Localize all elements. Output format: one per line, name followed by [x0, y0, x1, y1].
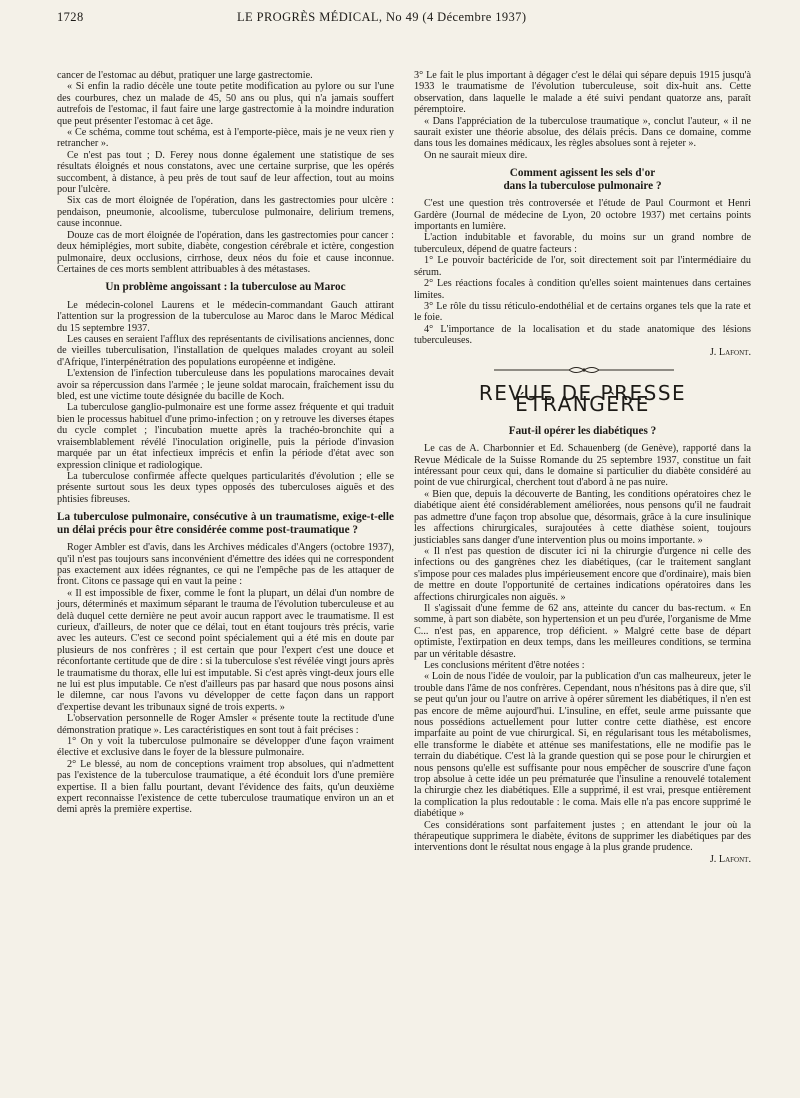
heading-line: dans la tuberculose pulmonaire ?: [503, 179, 662, 192]
signature: J. Lafont.: [709, 346, 751, 358]
paragraph: Six cas de mort éloignée de l'opération, dans les gastrectomies pour ulcère : pendaison, pneumonie, alcoolisme, tuberculose pulmonaire, delirium tremens, cause inconnue.: [57, 195, 394, 230]
heading-line: Comment agissent les sels d'or: [509, 167, 656, 180]
paragraph: Douze cas de mort éloignée de l'opération, dans les gastrectomies pour cancer : deux hémiplégies, mort subite, diabète, congestion cérébrale et ictère, congestion pulmonaire, deux occlusions, cirrhose, deux néos du foie et cause inconnue. Certaines de ces morts semblent attribuables à des métastases.: [57, 229, 394, 275]
paragraph: La tuberculose ganglio-pulmonaire est une forme assez fréquente et qui traduit bien le processus habituel d'une primo-infection ; on y retrouve les diverses étapes du cycle complet ; l'incubation muette après la trachéo-bronchite qui a vraisemblablement révélé l'inoculation originelle, puis la période d'invasion marquée par un état infectieux imprécis et enfin la période d'état avec son expression clinique et radiologique.: [57, 402, 394, 471]
paragraph: L'action indubitable et favorable, du moins sur un grand nombre de tuberculeux, dépend de quatre facteurs :: [414, 232, 751, 255]
section-heading-trauma: La tuberculose pulmonaire, consécutive à un traumatisme, exige-t-elle un délai précis pour être considérée comme post-traumatique ?: [57, 511, 394, 536]
paragraph: C'est une question très controversée et l'étude de Paul Courmont et Henri Gardère (Journal de médecine de Lyon, 20 octobre 1937) met certains points importants en lumière.: [414, 198, 751, 233]
paragraph: « Bien que, depuis la découverte de Banting, les conditions opératoires chez le diabétique aient été considérablement améliorées, nous pensons qu'il ne faudrait pas admettre d'une façon trop absolue que, désormais, grâce à la cure insulinique les affections chirurgicales, surajoutées à cette diathèse soient, toujours justiciables sans danger d'une intervention plus ou moins importante. »: [414, 488, 751, 546]
paragraph: L'extension de l'infection tuberculeuse dans les populations marocaines devait avoir sa répercussion dans l'armée ; le jeune soldat marocain, fraîchement issu du bled, est une victime toute désignée du bacille de Koch.: [57, 368, 394, 403]
paragraph: 2° Les réactions focales à condition qu'elles soient maintenues dans certaines limites.: [414, 278, 751, 301]
left-column: [57, 70, 394, 816]
paragraph: « Si enfin la radio décèle une toute petite modification au pylore ou sur l'une des courbures, chez un malade de 45, 50 ans ou plus, qui n'a jamais souffert autrefois de l'estomac, il faut faire une large gastrectomie à la moindre induration que peut présenter l'estomac à cet âge.: [57, 81, 394, 127]
paragraph: « Il est impossible de fixer, comme le font la plupart, un délai d'un nombre de jours, déterminés et maximum séparant le trauma de l'évolution tuberculeuse et au delà duquel cette dernière ne peut avoir aucun rapport avec le traumatisme. Il est curieux, d'ailleurs, de noter que ce délai, tout en étant toujours très précis, varie avec les auteurs. C'est ce second point spécialement qui a été mis en doute par plusieurs de nos confrères ; il est certain que pour l'expert c'est une douce et réconfortante certitude que de dire : si la tuberculose s'est révélée vingt jours après le traumatisme du thorax, elle lui est imputable. Si c'est après vingt-deux jours elle ne lui est plus imputable. Ce n'est d'ailleurs pas par hasard que nous posons ainsi le dilemne, car nous l'avons vu développer de cette façon dans un rapport d'expertise devant les tribunaux signé de trois experts. »: [57, 587, 394, 713]
journal-title: LE PROGRÈS MÉDICAL, No 49 (4 Décembre 1937): [237, 10, 527, 24]
paragraph: Les causes en seraient l'afflux des représentants de civilisations anciennes, donc de vieilles tuberculisation, l'installation de quelques malades croyant au soleil d'Afrique, l'interpénétration des populations européenne et indigène.: [57, 334, 394, 368]
paragraph: Le médecin-colonel Laurens et le médecin-commandant Gauch attirant l'attention sur la progression de la tuberculose au Maroc dans le Maroc Médical du 15 septembre 1937.: [57, 299, 394, 334]
paragraph: cancer de l'estomac au début, pratiquer une large gastrectomie.: [57, 70, 313, 81]
paragraph: La tuberculose confirmée affecte quelques particularités d'évolution ; elle se présente surtout sous les deux types opposés des tuberculoses aiguës et des phtisies fibreuses.: [57, 470, 394, 505]
signature: J. Lafont.: [709, 853, 751, 865]
paragraph: Les conclusions méritent d'être notées :: [424, 659, 585, 671]
paragraph: 3° Le rôle du tissu réticulo-endothélial et de certains organes tels que la rate et le foie.: [414, 300, 751, 324]
paragraph: Il s'agissait d'une femme de 62 ans, atteinte du cancer du bas-rectum. « En somme, à part son diabète, son hypertension et un peu d'urée, l'organisme de Mme C... n'est pas, en apparence, trop déficient. » Malgré cette base de départ optimiste, l'extirpation en deux temps, dans les meilleures conditions, se termina par un véritable désastre.: [414, 602, 751, 660]
paragraph: On ne saurait mieux dire.: [424, 149, 528, 161]
paragraph: Roger Ambler est d'avis, dans les Archives médicales d'Angers (octobre 1937), qu'il n'est pas toujours sans inconvénient d'émettre des idées qui ne correspondent pas exactement aux idées régnantes, ce qui ne l'empêche pas de les attaquer de front. Citons ce passage qui en vaut la peine :: [57, 542, 394, 588]
paragraph: « Il n'est pas question de discuter ici ni la chirurgie d'urgence ni celle des infections ou des gangrènes chez les diabétiques, (car le traitement sanglant s'impose pour ces malades plus impérieusement encore que d'ordinaire), mais bien de mettre en doute l'opportunité de certaines indications opératoires dans les affections chirurgicales non aiguës. »: [414, 545, 751, 603]
section-heading-sels: [414, 167, 751, 192]
page-number: 1728: [57, 10, 84, 24]
section-heading-diabetiques: Faut-il opérer les diabétiques ?: [508, 424, 657, 437]
paragraph: 4° L'importance de la localisation et du stade anatomique des lésions tuberculeuses.: [414, 323, 751, 347]
paragraph: Ce n'est pas tout ; D. Ferey nous donne également une statistique de ses résultats éloignés et nous constatons, avec une certaine surprise, que les opérés succombent, à distance, à peu près de tout sauf de leur affection, tout au moins pour l'ulcère.: [57, 149, 394, 196]
ornamental-divider: [414, 362, 751, 378]
section-heading-maroc: Un problème angoissant : la tuberculose au Maroc: [105, 281, 346, 294]
paragraph: 3° Le fait le plus important à dégager c'est le délai qui sépare depuis 1915 jusqu'à 1933 le traumatisme de l'évolution tuberculeuse, soit dix-huit ans. Cette observation, dans laquelle le malade a été suivi pendant quatorze ans, paraît péremptoire.: [414, 70, 751, 116]
revue-title: REVUE DE PRESSE ÉTRANGÈRE: [478, 380, 687, 417]
paragraph: 1° Le pouvoir bactéricide de l'or, soit directement soit par l'intermédiaire du sérum.: [414, 255, 751, 278]
paragraph: « Dans l'appréciation de la tuberculose traumatique », conclut l'auteur, « il ne saurait exister une théorie absolue, des délais précis. Dans ce domaine, comme dans tous les domaines médicaux, les règles absolues sont à rejeter ».: [414, 115, 751, 150]
paragraph: 2° Le blessé, au nom de conceptions vraiment trop absolues, qui n'admettent pas l'existence de la tuberculose traumatique, a été éconduit lors d'une première expertise. Il a bien fallu pourtant, devant l'évidence des faits, qu'un deuxième expert reconnaisse l'existence de cette tuberculose traumatique environ un an et demi après la première expertise.: [57, 758, 394, 816]
paragraph: 1° On y voit la tuberculose pulmonaire se développer d'une façon vraiment élective et exclusive dans le foyer de la blessure pulmonaire.: [57, 736, 394, 759]
paragraph: « Ce schéma, comme tout schéma, est à l'emporte-pièce, mais je ne veux rien y retrancher ».: [57, 127, 394, 150]
paragraph: « Loin de nous l'idée de vouloir, par la publication d'un cas malheureux, jeter le trouble dans l'âme de nos confrères. Cependant, nous n'hésitons pas à dire que, s'il se peut qu'un jour ou l'autre on arrive à opérer sûrement les diabétiques, il n'en est pas encore de même aujourd'hui. L'insuline, en effet, seule arme puissante que nous possédions actuellement pour lutter contre cette diathèse, est encore imparfaite au point de vue chirurgical. Si, en régularisant tous les métabolismes, elle transforme le diabète et atténue ses manifestations, elle ne modifie pas le terrain du diabétique. C'est là la grande question qui se pose pour le chirurgien et nous pensons qu'elle est suffisante pour nous empêcher de souscrire d'une façon trop absolue à cette idée un peu prématurée que l'insuline a renouvelé totalement la chirurgie chez les diabétiques. Elle a supprimé, il est vrai, presque entièrement la complication la plus redoutable : le coma. Mais elle n'a pas encore supprimé le diabétique »: [414, 671, 751, 820]
paragraph: L'observation personnelle de Roger Amsler « présente toute la rectitude d'une démonstration pratique ». Les caractéristiques en sont tout à fait précises :: [57, 713, 394, 736]
paragraph: Ces considérations sont parfaitement justes ; en attendant le jour où la thérapeutique supprimera le diabète, évitons de supprimer les diabétiques par des interventions dont le résultat nous engage à la plus grande prudence.: [414, 819, 751, 854]
running-head: [57, 10, 754, 32]
paragraph: Le cas de A. Charbonnier et Ed. Schauenberg (de Genève), rapporté dans la Revue Médicale de la Suisse Romande du 25 septembre 1937, constitue un fait intéressant pour ceux qui, dans le domaine si particulier du diabète considéré au point de vue chirurgical, cherchent tout d'abord à ne pas nuire.: [414, 443, 751, 489]
right-column: [414, 70, 751, 865]
ornament-icon: [494, 364, 674, 376]
